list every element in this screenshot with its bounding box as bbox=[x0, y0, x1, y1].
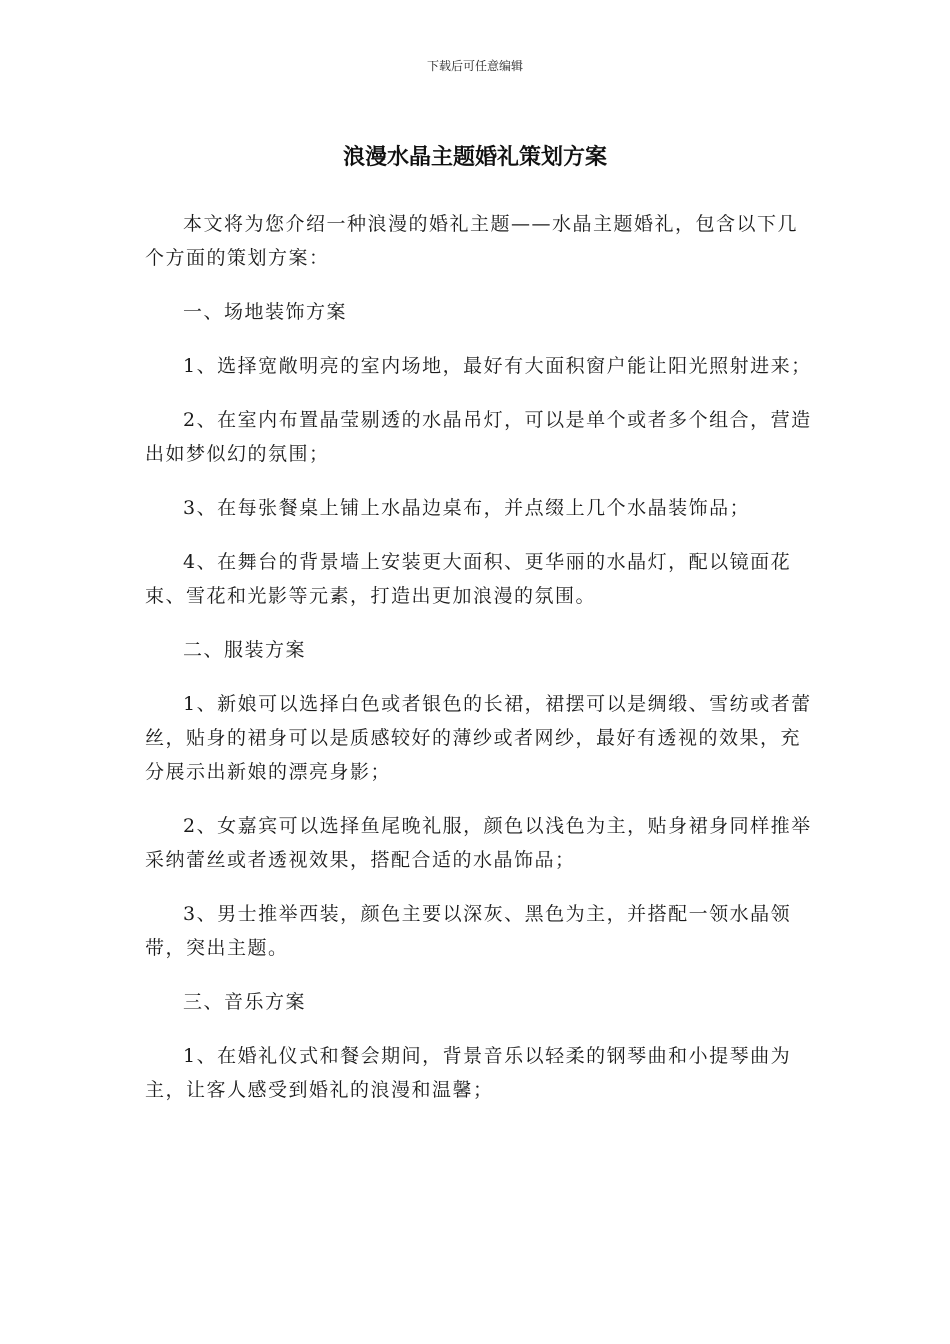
list-item: 1、新娘可以选择白色或者银色的长裙，裙摆可以是绸缎、雪纺或者蕾丝，贴身的裙身可以是质感较好的薄纱或者网纱，最好有透视的效果，充分展示出新娘的漂亮身影； bbox=[145, 693, 812, 783]
section-heading-attire: 二、服装方案 bbox=[183, 639, 307, 661]
section-heading-music: 三、音乐方案 bbox=[183, 991, 307, 1013]
list-item: 4、在舞台的背景墙上安装更大面积、更华丽的水晶灯，配以镜面花束、雪花和光影等元素，打造出更加浪漫的氛围。 bbox=[145, 551, 792, 607]
document-body bbox=[145, 207, 813, 1127]
header-note: 下载后可任意编辑 bbox=[426, 59, 523, 73]
document-title: 浪漫水晶主题婚礼策划方案 bbox=[342, 145, 607, 170]
list-item: 1、在婚礼仪式和餐会期间，背景音乐以轻柔的钢琴曲和小提琴曲为主，让客人感受到婚礼的浪漫和温馨； bbox=[145, 1045, 792, 1101]
list-item: 3、男士推举西装，颜色主要以深灰、黑色为主，并搭配一领水晶领带，突出主题。 bbox=[145, 903, 792, 959]
section-heading-venue: 一、场地装饰方案 bbox=[183, 301, 348, 323]
list-item: 2、女嘉宾可以选择鱼尾晚礼服，颜色以浅色为主，贴身裙身同样推举采纳蕾丝或者透视效果，搭配合适的水晶饰品； bbox=[145, 815, 812, 871]
intro-paragraph: 本文将为您介绍一种浪漫的婚礼主题——水晶主题婚礼，包含以下几个方面的策划方案： bbox=[145, 213, 799, 269]
list-item: 3、在每张餐桌上铺上水晶边桌布，并点缀上几个水晶装饰品； bbox=[183, 497, 751, 519]
list-item: 2、在室内布置晶莹剔透的水晶吊灯，可以是单个或者多个组合，营造出如梦似幻的氛围； bbox=[145, 409, 812, 465]
list-item: 1、选择宽敞明亮的室内场地，最好有大面积窗户能让阳光照射进来； bbox=[183, 355, 812, 377]
